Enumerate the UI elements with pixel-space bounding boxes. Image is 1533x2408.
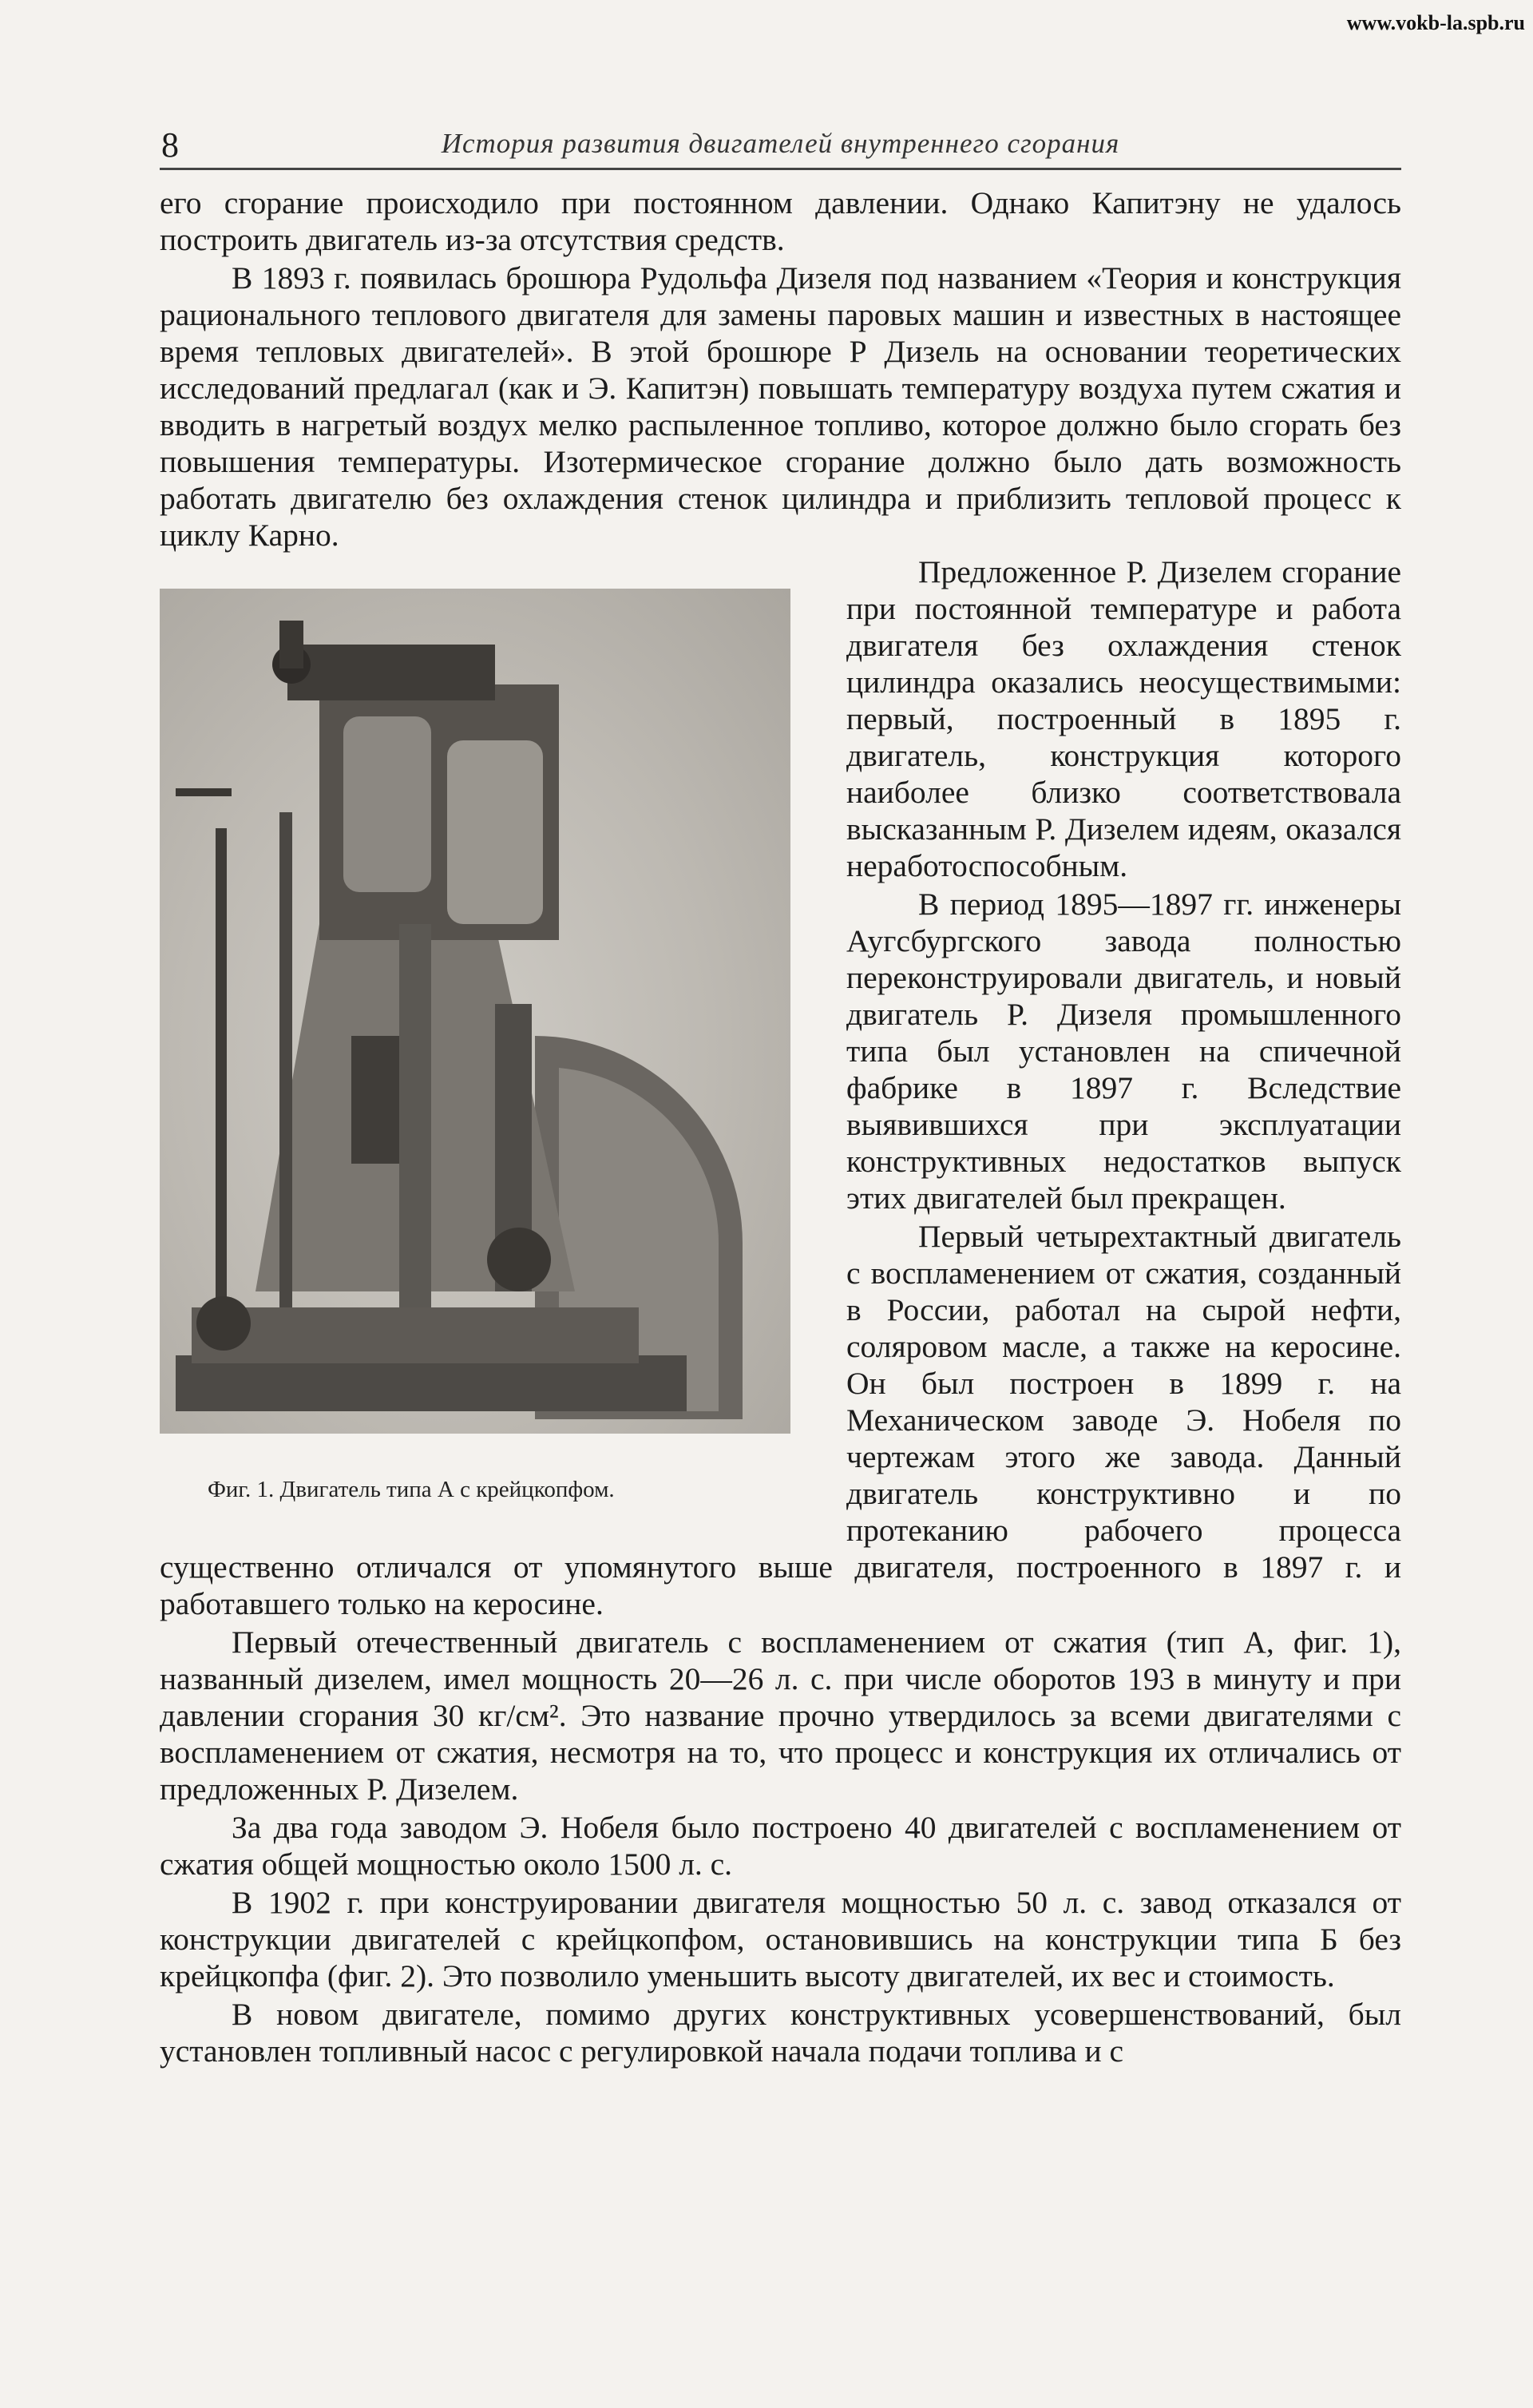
paragraph: В период 1895—1897 гг. инженеры Аугсбургского завода полностью переконструировали двигатель, и новый двигатель Р. Дизеля промышленного типа был установлен на спичечной фабрике в 1897 г. Вследствие выявившихся при эксплуатации конструктивных недостатков выпуск этих двигателей был прекращен.	[846, 887, 1401, 1216]
paragraph: Предложенное Р. Дизелем сгорание при постоянной температуре и работа двигателя без охлаждения стенок цилиндра оказались неосуществимыми: первый, построенный в 1895 г. двигатель, конструкция которого наиболее близко соответствовала высказанным Р. Дизелем идеям, оказался неработоспособным.	[846, 554, 1401, 883]
paragraph: Первый четырехтактный двигатель с воспламенением от сжатия, созданный в России, работал на сырой нефти, соляровом масле, а также на керосине. Он был построен в 1899 г. на Механическом заводе Э. Нобеля по чертежам этого же завода. Данный двигатель конструктивно и по протеканию рабочего процесса существенно отличался от упомянутого выше двигателя, построенного в 1897 г. и работавшего только на керосине.	[160, 1219, 1401, 1621]
paragraph: В 1902 г. при конструировании двигателя мощностью 50 л. с. завод отказался от конструкции двигателей с крейцкопфом, остановившись на конструкции типа Б без крейцкопфа (фиг. 2). Это позволило уменьшить высоту двигателей, их вес и стоимость.	[160, 1885, 1401, 1993]
figure-1	[160, 589, 814, 1504]
running-head	[160, 120, 1401, 170]
paragraph: В новом двигателе, помимо других конструктивных усовершенствований, был установлен топливный насос с регулировкой начала подачи топлива и с	[160, 1997, 1401, 2069]
page-number: 8	[161, 125, 179, 165]
engine-photo	[160, 589, 790, 1434]
running-title: История развития двигателей внутреннего сгорания	[441, 128, 1120, 159]
paragraph: Первый отечественный двигатель с воспламенением от сжатия (тип А, фиг. 1), названный дизелем, имел мощность 20—26 л. с. при числе оборотов 193 в минуту и при давлении сгорания 30 кг/см². Это название прочно утвердилось за всеми двигателями с воспламенением от сжатия, несмотря на то, что процесс и конструкция их отличались от предложенных Р. Дизелем.	[160, 1625, 1401, 1807]
body-text	[160, 184, 1401, 2069]
paragraph: его сгорание происходило при постоянном давлении. Однако Капитэну не удалось построить двигатель из-за отсутствия средств.	[160, 185, 1401, 257]
paragraph: В 1893 г. появилась брошюра Рудольфа Дизеля под названием «Теория и конструкция рационального теплового двигателя для замены паровых машин и известных в настоящее время тепловых двигателей». В этой брошюре Р Дизель на основании теоретических исследований предлагал (как и Э. Капитэн) повышать температуру воздуха путем сжатия и вводить в нагретый воздух мелко распыленное топливо, которое должно было сгорать без повышения температуры. Изотермическое сгорание должно было дать возможность работать двигателю без охлаждения стенок цилиндра и приблизить тепловой процесс к циклу Карно.	[160, 260, 1401, 553]
site-url: www.vokb-la.spb.ru	[1346, 11, 1525, 34]
figure-caption: Фиг. 1. Двигатель типа А с крейцкопфом.	[208, 1477, 615, 1502]
page	[160, 120, 1401, 2069]
paragraph: За два года заводом Э. Нобеля было построено 40 двигателей с воспламенением от сжатия общей мощностью около 1500 л. с.	[160, 1810, 1401, 1882]
